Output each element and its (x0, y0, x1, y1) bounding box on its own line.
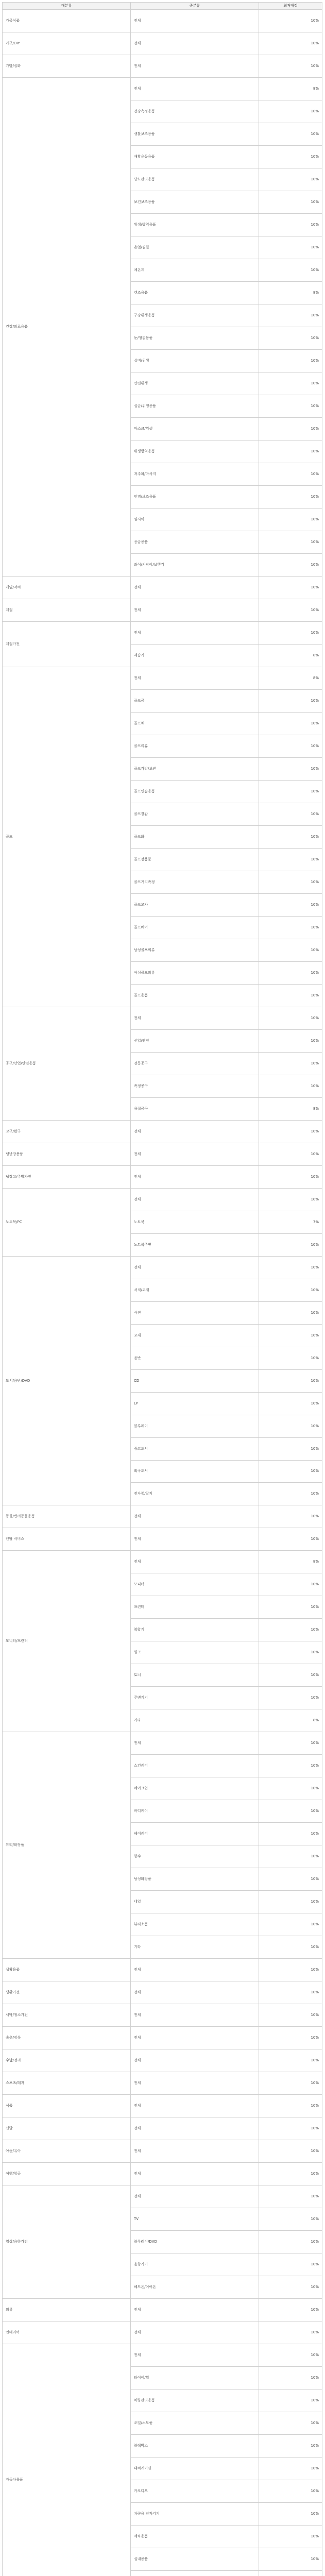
min-rate-cell: 10% (259, 1755, 322, 1777)
sub-category-cell: 내비게이션 (131, 2458, 259, 2480)
major-category-cell: 노트북/PC (3, 1189, 131, 1257)
sub-category-cell: 전체 (131, 2299, 259, 2321)
min-rate-cell: 10% (259, 1641, 322, 1664)
min-rate-cell: 10% (259, 1505, 322, 1528)
sub-category-cell: 토너 (131, 1664, 259, 1687)
sub-category-cell: 마스크/위생 (131, 418, 259, 440)
min-rate-cell: 10% (259, 55, 322, 78)
sub-category-cell: 전체 (131, 1257, 259, 1279)
min-rate-cell: 10% (259, 1573, 322, 1596)
sub-category-cell: 골프용품 (131, 985, 259, 1007)
sub-category-cell: 골프웨어 (131, 917, 259, 939)
major-category-cell: 모니터/프린터 (3, 1551, 131, 1732)
min-rate-cell: 8% (259, 1709, 322, 1732)
min-rate-cell: 10% (259, 2095, 322, 2117)
sub-category-cell: 전체 (131, 1143, 259, 1166)
min-rate-cell: 10% (259, 1347, 322, 1370)
major-category-cell: 계절 (3, 599, 131, 622)
min-rate-cell: 10% (259, 32, 322, 55)
sub-category-cell: 사진 (131, 1302, 259, 1325)
sub-category-cell: 네일 (131, 1891, 259, 1913)
min-rate-cell: 10% (259, 10, 322, 32)
sub-category-cell: 기타 (131, 1709, 259, 1732)
min-rate-cell: 10% (259, 1030, 322, 1053)
sub-category-cell: 전체 (131, 1732, 259, 1755)
min-rate-cell: 10% (259, 962, 322, 985)
major-category-cell: 식품 (3, 2095, 131, 2117)
sub-category-cell: 보건보조용품 (131, 191, 259, 214)
min-rate-cell: 10% (259, 418, 322, 440)
min-rate-cell: 10% (259, 1007, 322, 1030)
min-rate-cell: 10% (259, 214, 322, 236)
min-rate-cell: 10% (259, 2367, 322, 2389)
min-rate-cell: 10% (259, 304, 322, 327)
sub-category-cell (131, 2571, 259, 2576)
min-rate-cell: 10% (259, 1393, 322, 1415)
sub-category-cell: 전체 (131, 78, 259, 100)
min-rate-cell: 10% (259, 2503, 322, 2526)
min-rate-cell: 10% (259, 2435, 322, 2458)
major-category-cell: 공구/산업/안전용품 (3, 1007, 131, 1121)
sub-category-cell: 응급용품 (131, 531, 259, 554)
sub-category-cell: 노트북주변 (131, 1234, 259, 1257)
sub-category-cell: 골프장갑 (131, 803, 259, 826)
sub-category-cell: TV (131, 2208, 259, 2231)
min-rate-cell: 10% (259, 1302, 322, 1325)
sub-category-cell: 건강측정용품 (131, 100, 259, 123)
min-rate-cell: 10% (259, 2208, 322, 2231)
sub-category-cell: 모니터 (131, 1573, 259, 1596)
sub-category-cell: 전체 (131, 1528, 259, 1551)
min-rate-cell: 10% (259, 554, 322, 577)
major-category-cell: 도서/음반/DVD (3, 1257, 131, 1506)
major-category-cell: 인테리어 (3, 2321, 131, 2344)
sub-category-cell: 전체 (131, 1189, 259, 1211)
sub-category-cell: 타이어/휠 (131, 2367, 259, 2389)
sub-category-cell: 블랙박스 (131, 2435, 259, 2458)
min-rate-cell: 10% (259, 146, 322, 168)
sub-category-cell: 전체 (131, 667, 259, 690)
min-rate-cell: 10% (259, 1438, 322, 1461)
sub-category-cell: 전체 (131, 1551, 259, 1573)
min-rate-cell: 10% (259, 622, 322, 645)
min-rate-cell: 10% (259, 2163, 322, 2185)
min-rate-cell: 10% (259, 1732, 322, 1755)
min-rate-cell: 10% (259, 1189, 322, 1211)
min-rate-cell: 10% (259, 1053, 322, 1075)
sub-category-cell: 차량용 전자기기 (131, 2503, 259, 2526)
major-category-cell: 뷰티/화장품 (3, 1732, 131, 1959)
min-rate-cell: 10% (259, 1143, 322, 1166)
sub-category-cell: 전체 (131, 2072, 259, 2095)
min-rate-cell: 10% (259, 2276, 322, 2299)
sub-category-cell: 블루레이/DVD (131, 2231, 259, 2253)
min-rate-cell: 10% (259, 372, 322, 395)
sub-category-cell: 전체 (131, 1121, 259, 1143)
min-rate-cell: 10% (259, 1596, 322, 1619)
sub-category-cell: 차량관리용품 (131, 2389, 259, 2412)
sub-category-cell: 뷰티소품 (131, 1913, 259, 1936)
sub-category-cell: 전체 (131, 2185, 259, 2208)
major-category-cell: 게임/서비 (3, 577, 131, 599)
sub-category-cell: 실내용품 (131, 2548, 259, 2571)
sub-category-cell: 재활운동용품 (131, 146, 259, 168)
min-rate-cell: 10% (259, 1981, 322, 2004)
sub-category-cell: 카오디오 (131, 2480, 259, 2503)
min-rate-cell: 10% (259, 1800, 322, 1823)
min-rate-cell: 10% (259, 2389, 322, 2412)
sub-category-cell: 중고도서 (131, 1438, 259, 1461)
min-rate-cell: 10% (259, 917, 322, 939)
major-category-cell: 생활가전 (3, 1981, 131, 2004)
min-rate-cell: 10% (259, 1370, 322, 1393)
major-category-cell: 세탁/청소가전 (3, 2004, 131, 2027)
sub-category-cell: 임시이 (131, 509, 259, 531)
sub-category-cell: 전체 (131, 2117, 259, 2140)
sub-category-cell: 오일/소모품 (131, 2412, 259, 2435)
sub-category-cell: 음향기기 (131, 2253, 259, 2276)
sub-category-cell: 전체 (131, 577, 259, 599)
min-rate-cell: 8% (259, 1098, 322, 1121)
min-rate-cell: 10% (259, 2072, 322, 2095)
min-rate-cell: 10% (259, 440, 322, 463)
min-rate-cell: 10% (259, 713, 322, 735)
sub-category-cell: 위생/방역용품 (131, 214, 259, 236)
min-rate-cell: 10% (259, 1823, 322, 1845)
sub-category-cell: 전체 (131, 2095, 259, 2117)
sub-category-cell: 주변기기 (131, 1687, 259, 1709)
sub-category-cell: 전체 (131, 55, 259, 78)
sub-category-cell: 전체 (131, 1981, 259, 2004)
sub-category-cell: 눈/청결용품 (131, 327, 259, 350)
major-category-cell: 가방/잡화 (3, 55, 131, 78)
min-rate-cell: 10% (259, 1257, 322, 1279)
min-rate-cell: 10% (259, 2526, 322, 2548)
min-rate-cell: 10% (259, 826, 322, 849)
sub-category-cell: 안경/보조용품 (131, 486, 259, 509)
min-rate-cell: 10% (259, 1528, 322, 1551)
min-rate-cell: 10% (259, 2027, 322, 2049)
min-rate-cell: 10% (259, 168, 322, 191)
min-rate-cell: 10% (259, 577, 322, 599)
min-rate-cell: 10% (259, 463, 322, 486)
min-rate-cell: 10% (259, 2049, 322, 2072)
sub-category-cell: 생활보조용품 (131, 123, 259, 146)
min-rate-cell: 10% (259, 395, 322, 418)
sub-category-cell: 온열/찜질 (131, 236, 259, 259)
sub-category-cell: 세차용품 (131, 2526, 259, 2548)
min-rate-cell: 10% (259, 2185, 322, 2208)
sub-category-cell: 골프공 (131, 690, 259, 713)
min-rate-cell: 10% (259, 1845, 322, 1868)
sub-category-cell: 골프거리측정 (131, 871, 259, 894)
min-rate-cell (259, 2571, 322, 2576)
sub-category-cell: 좌석/지팡이/보행기 (131, 554, 259, 577)
sub-category-cell: 메이크업 (131, 1777, 259, 1800)
min-rate-cell: 10% (259, 2480, 322, 2503)
major-category-cell: 냉장고/주방가전 (3, 1166, 131, 1189)
major-category-cell: 자동차용품 (3, 2344, 131, 2576)
min-rate-cell: 10% (259, 2548, 322, 2571)
major-category-cell: 아동/유아 (3, 2140, 131, 2163)
sub-category-cell: 기타 (131, 1936, 259, 1959)
sub-category-cell: 당뇨관리용품 (131, 168, 259, 191)
min-rate-cell: 10% (259, 2299, 322, 2321)
sub-category-cell: 구강위생용품 (131, 304, 259, 327)
min-rate-cell: 10% (259, 849, 322, 871)
sub-category-cell: 전체 (131, 2004, 259, 2027)
min-rate-cell: 10% (259, 1415, 322, 1438)
min-rate-cell: 10% (259, 2231, 322, 2253)
sub-category-cell: 여성골프의류 (131, 962, 259, 985)
sub-category-cell: 전체 (131, 2140, 259, 2163)
min-rate-cell: 10% (259, 2253, 322, 2276)
major-category-cell: 냉난방용품 (3, 1143, 131, 1166)
sub-category-cell: 제습기 (131, 645, 259, 667)
sub-category-cell: 체온계 (131, 259, 259, 282)
min-rate-cell: 10% (259, 1959, 322, 1981)
major-category-cell: 의류 (3, 2299, 131, 2321)
min-rate-cell: 10% (259, 1936, 322, 1959)
min-rate-cell: 10% (259, 2412, 322, 2435)
min-rate-cell: 10% (259, 123, 322, 146)
sub-category-cell: 전체 (131, 1959, 259, 1981)
min-rate-cell: 10% (259, 2117, 322, 2140)
min-rate-cell: 10% (259, 1461, 322, 1483)
category-table (2, 2, 322, 2576)
header-sub-category: 중분류 (131, 3, 259, 10)
min-rate-cell: 10% (259, 350, 322, 372)
min-rate-cell: 7% (259, 1211, 322, 1234)
sub-category-cell: 전체 (131, 1166, 259, 1189)
sub-category-cell: 전체 (131, 32, 259, 55)
header-min-rate: 최저배정 (259, 3, 322, 10)
sub-category-cell: 서적/교재 (131, 1279, 259, 1302)
sub-category-cell: 전동공구 (131, 1053, 259, 1075)
sub-category-cell: 전체 (131, 2027, 259, 2049)
major-category-cell: 영상/음향가전 (3, 2185, 131, 2299)
min-rate-cell: 10% (259, 1913, 322, 1936)
min-rate-cell: 10% (259, 758, 322, 781)
min-rate-cell: 10% (259, 1619, 322, 1641)
major-category-cell: 스포츠/레저 (3, 2072, 131, 2095)
sub-category-cell: 바디케어 (131, 1800, 259, 1823)
sub-category-cell: 스킨케어 (131, 1755, 259, 1777)
major-category-cell: 속옷/잠옷 (3, 2027, 131, 2049)
min-rate-cell: 10% (259, 2458, 322, 2480)
min-rate-cell: 10% (259, 2004, 322, 2027)
sub-category-cell: 노트북 (131, 1211, 259, 1234)
sub-category-cell: 남성골프의류 (131, 939, 259, 962)
sub-category-cell: 골프채 (131, 713, 259, 735)
min-rate-cell: 10% (259, 100, 322, 123)
major-category-cell: 건강/의료용품 (3, 78, 131, 577)
sub-category-cell: 블루레이 (131, 1415, 259, 1438)
sub-category-cell: 헤어케어 (131, 1823, 259, 1845)
major-category-cell: 생활용품 (3, 1959, 131, 1981)
major-category-cell: 여행/항공 (3, 2163, 131, 2185)
min-rate-cell: 10% (259, 871, 322, 894)
min-rate-cell: 10% (259, 531, 322, 554)
min-rate-cell: 10% (259, 781, 322, 803)
min-rate-cell: 10% (259, 1687, 322, 1709)
min-rate-cell: 10% (259, 2140, 322, 2163)
sub-category-cell: 측정공구 (131, 1075, 259, 1098)
sub-category-cell: 전체 (131, 2163, 259, 2185)
min-rate-cell: 10% (259, 1075, 322, 1098)
sub-category-cell: CD (131, 1370, 259, 1393)
sub-category-cell: 골프화 (131, 826, 259, 849)
sub-category-cell: 전체 (131, 1007, 259, 1030)
min-rate-cell: 10% (259, 985, 322, 1007)
min-rate-cell: 10% (259, 939, 322, 962)
sub-category-cell: 교재 (131, 1325, 259, 1347)
sub-category-cell: 골프장용품 (131, 849, 259, 871)
min-rate-cell: 10% (259, 599, 322, 622)
major-category-cell: 계절가전 (3, 622, 131, 667)
sub-category-cell: 전체 (131, 2344, 259, 2367)
min-rate-cell: 10% (259, 735, 322, 758)
sub-category-cell: 골프가방/보관 (131, 758, 259, 781)
min-rate-cell: 10% (259, 1325, 322, 1347)
min-rate-cell: 8% (259, 282, 322, 304)
sub-category-cell: 렌즈용품 (131, 282, 259, 304)
major-category-cell: 렌탈 서비스 (3, 1528, 131, 1551)
sub-category-cell: 음반 (131, 1347, 259, 1370)
sub-category-cell: 향수 (131, 1845, 259, 1868)
min-rate-cell: 10% (259, 327, 322, 350)
min-rate-cell: 10% (259, 1234, 322, 1257)
major-category-cell: 가구/DIY (3, 32, 131, 55)
sub-category-cell: 저주파/마사지 (131, 463, 259, 486)
major-category-cell: 교구/완구 (3, 1121, 131, 1143)
sub-category-cell: 남성화장품 (131, 1868, 259, 1891)
major-category-cell: 가공식품 (3, 10, 131, 32)
min-rate-cell: 10% (259, 1777, 322, 1800)
sub-category-cell: 위생방역용품 (131, 440, 259, 463)
sub-category-cell: 복합기 (131, 1619, 259, 1641)
min-rate-cell: 10% (259, 1279, 322, 1302)
min-rate-cell: 10% (259, 259, 322, 282)
sub-category-cell: 산업/안전 (131, 1030, 259, 1053)
sub-category-cell: 헤드폰/이어폰 (131, 2276, 259, 2299)
sub-category-cell: 전체 (131, 1505, 259, 1528)
sub-category-cell: 안전위생 (131, 372, 259, 395)
min-rate-cell: 8% (259, 645, 322, 667)
min-rate-cell: 10% (259, 1868, 322, 1891)
min-rate-cell: 10% (259, 803, 322, 826)
min-rate-cell: 10% (259, 1664, 322, 1687)
sub-category-cell: 전체 (131, 2321, 259, 2344)
min-rate-cell: 10% (259, 690, 322, 713)
sub-category-cell: LP (131, 1393, 259, 1415)
min-rate-cell: 10% (259, 1483, 322, 1506)
min-rate-cell: 8% (259, 667, 322, 690)
min-rate-cell: 10% (259, 236, 322, 259)
sub-category-cell: 잉크 (131, 1641, 259, 1664)
min-rate-cell: 10% (259, 1891, 322, 1913)
min-rate-cell: 10% (259, 2344, 322, 2367)
min-rate-cell: 10% (259, 486, 322, 509)
sub-category-cell: 전체 (131, 599, 259, 622)
sub-category-cell: 골프의류 (131, 735, 259, 758)
min-rate-cell: 10% (259, 894, 322, 917)
min-rate-cell: 10% (259, 1121, 322, 1143)
sub-category-cell: 실버/위생 (131, 350, 259, 372)
sub-category-cell: 전체 (131, 622, 259, 645)
min-rate-cell: 10% (259, 1166, 322, 1189)
sub-category-cell: 골프모자 (131, 894, 259, 917)
min-rate-cell: 8% (259, 1551, 322, 1573)
min-rate-cell: 10% (259, 2321, 322, 2344)
min-rate-cell: 8% (259, 78, 322, 100)
major-category-cell: 골프 (3, 667, 131, 1007)
sub-category-cell: 외국도서 (131, 1461, 259, 1483)
sub-category-cell: 전체 (131, 10, 259, 32)
sub-category-cell: 실금/위생용품 (131, 395, 259, 418)
sub-category-cell: 용접공구 (131, 1098, 259, 1121)
sub-category-cell: 전체 (131, 2049, 259, 2072)
sub-category-cell: 프린터 (131, 1596, 259, 1619)
min-rate-cell: 10% (259, 509, 322, 531)
major-category-cell: 동물/반려동물용품 (3, 1505, 131, 1528)
major-category-cell: 수납/정리 (3, 2049, 131, 2072)
header-major-category: 대분류 (3, 3, 131, 10)
major-category-cell: 신발 (3, 2117, 131, 2140)
sub-category-cell: 전자책/잡지 (131, 1483, 259, 1506)
sub-category-cell: 골프연습용품 (131, 781, 259, 803)
min-rate-cell: 10% (259, 191, 322, 214)
